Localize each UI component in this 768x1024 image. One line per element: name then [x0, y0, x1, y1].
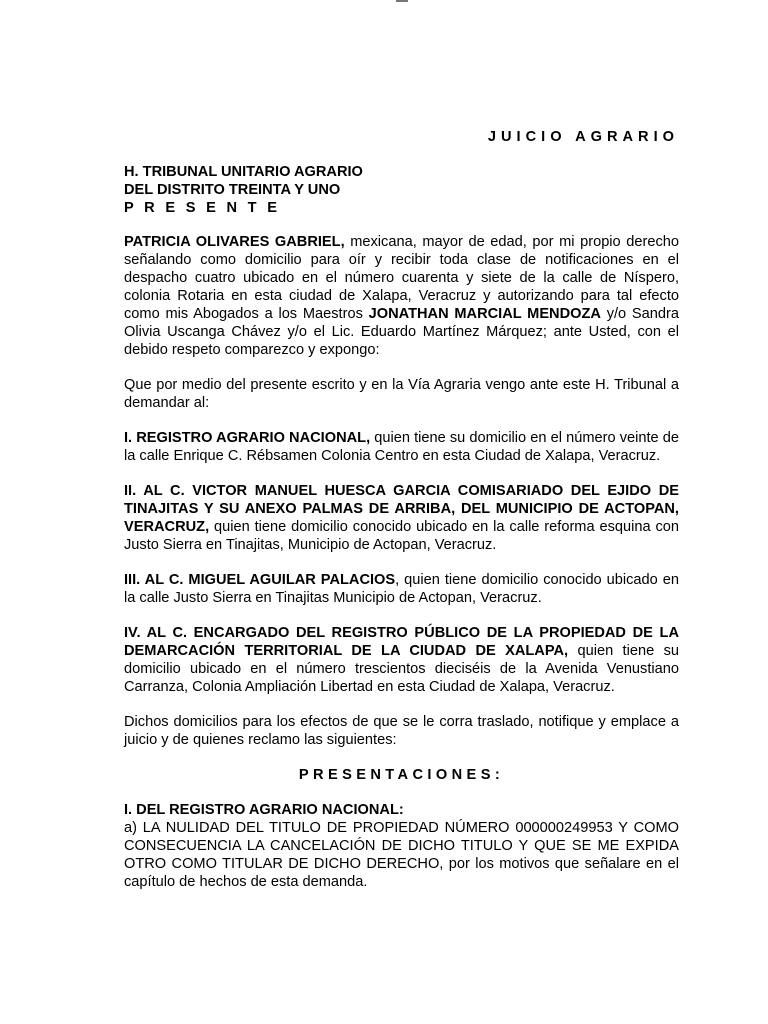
defendant-1-text: quien tiene su domicilio en el número veinte de la calle Enrique C. Rébsamen Colonia Centro en esta Ciudad de Xalapa, Veracruz. [124, 430, 680, 464]
intro-paragraph [124, 233, 679, 359]
section-1-item-a-rest: por los motivos que señalare en el capítulo de hechos de esta demanda. [124, 856, 679, 890]
defendant-4 [124, 624, 679, 696]
defendant-4-name: IV. AL C. ENCARGADO DEL REGISTRO PÚBLICO DE LA PROPIEDAD DE LA DEMARCACIÓN TERRITORIAL DE LA CIUDAD DE XALAPA, [124, 625, 679, 659]
defendant-3 [124, 571, 679, 607]
addressee-line-1: H. TRIBUNAL UNITARIO AGRARIO [124, 164, 363, 180]
domicilios-paragraph: Dichos domicilios para los efectos de que se le corra traslado, notifique y emplace a juicio y de quienes reclamo las siguientes: [124, 714, 679, 748]
section-title: PRESENTACIONES: [298, 767, 505, 783]
document-page [124, 128, 679, 891]
defendant-2 [124, 482, 679, 554]
addressee-line-2: DEL DISTRITO TREINTA Y UNO [124, 182, 341, 198]
lawyer-name: JONATHAN MARCIAL MENDOZA [368, 306, 601, 322]
defendant-4-text: quien tiene su domicilio ubicado en el número trescientos dieciséis de la Avenida Venustiano Carranza, Colonia Ampliación Libertad en esta Ciudad de Xalapa, Veracruz. [124, 643, 679, 695]
demand-paragraph: Que por medio del presente escrito y en la Vía Agraria vengo ante este H. Tribunal a demandar al: [124, 377, 679, 411]
defendant-3-text: , quien tiene domicilio conocido ubicado en la calle Justo Sierra en Tinajitas Municipio de Actopan, Veracruz. [124, 572, 680, 606]
intro-text-2: y/o Sandra Olivia Uscanga Chávez y/o el Lic. Eduardo Martínez Márquez; ante Usted, con el debido respeto comparezco y expongo: [124, 306, 679, 358]
plaintiff-name: PATRICIA OLIVARES GABRIEL, [124, 234, 345, 250]
page-top-mark [396, 0, 408, 2]
defendant-1 [124, 429, 679, 465]
defendant-2-name: II. AL C. VICTOR MANUEL HUESCA GARCIA COMISARIADO DEL EJIDO DE TINAJITAS Y SU ANEXO PALMAS DE ARRIBA, DEL MUNICIPIO DE ACTOPAN, VERACRUZ, [124, 483, 679, 535]
defendant-2-text: quien tiene domicilio conocido ubicado en la calle reforma esquina con Justo Sierra en Tinajitas, Municipio de Actopan, Veracruz. [124, 519, 679, 553]
defendant-1-name: I. REGISTRO AGRARIO NACIONAL, [124, 430, 371, 446]
section-1-item-a [124, 819, 679, 891]
document-title: JUICIO AGRARIO [487, 129, 679, 145]
section-1-heading: I. DEL REGISTRO AGRARIO NACIONAL: [124, 802, 404, 818]
defendant-3-name: III. AL C. MIGUEL AGUILAR PALACIOS [124, 572, 396, 588]
addressee-line-3: P R E S E N T E [124, 200, 281, 216]
section-1-item-a-text: a) LA NULIDAD DEL TITULO DE PROPIEDAD NÚMERO 000000249953 Y COMO CONSECUENCIA LA CANCELACIÓN DE DICHO TITULO Y QUE SE ME EXPIDA OTRO COMO TITULAR DE DICHO DERECHO, [124, 820, 679, 872]
intro-text-1: mexicana, mayor de edad, por mi propio derecho señalando como domicilio para oír y recibir toda clase de notificaciones en el despacho cuatro ubicado en el número cuarenta y siete de la calle de Níspero, colonia Rotaria en esta ciudad de Xalapa, Veracruz y autorizando para tal efecto como mis Abogados a los Maestros [124, 234, 679, 322]
addressee-block [124, 163, 679, 217]
